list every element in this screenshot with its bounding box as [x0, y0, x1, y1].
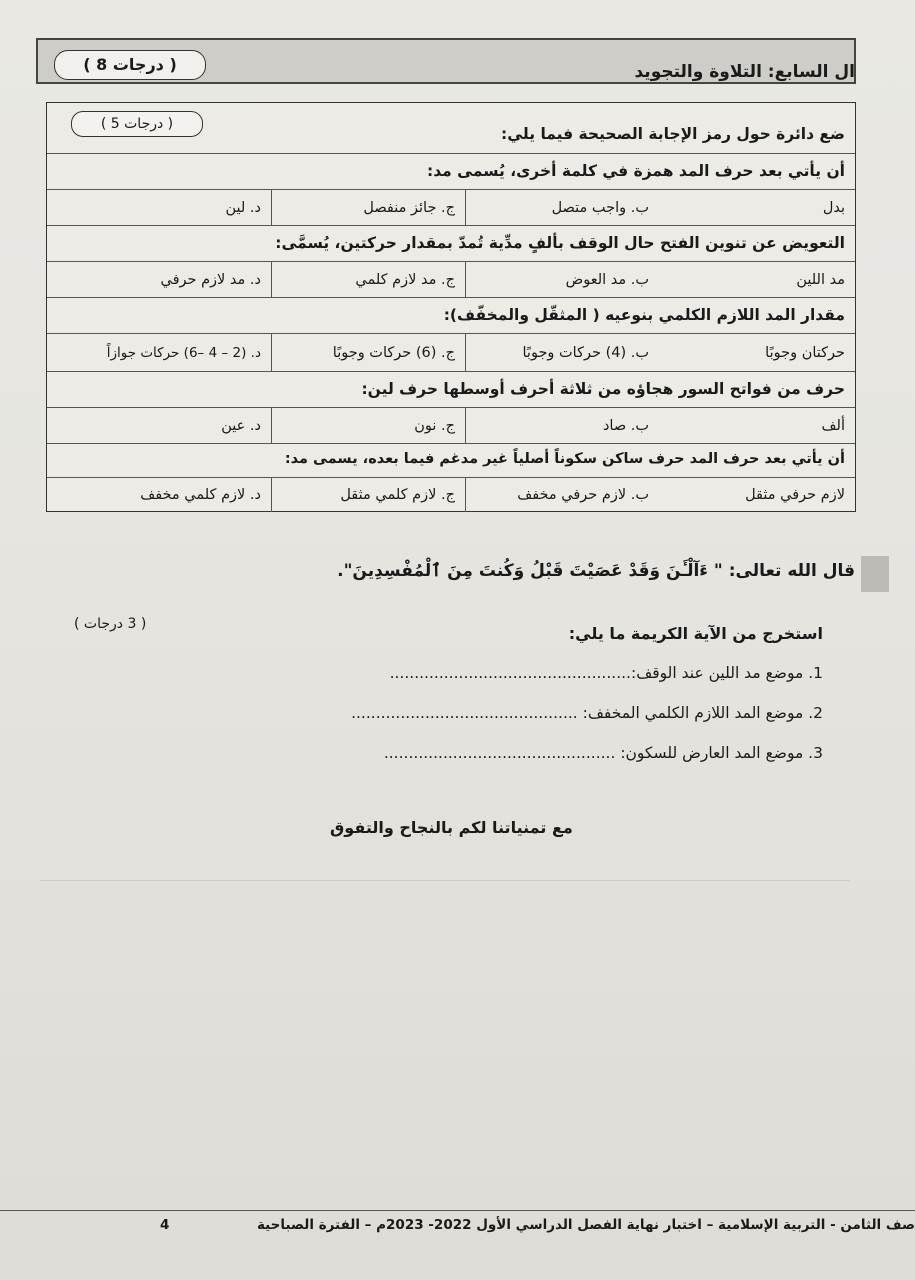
question-stem-2: التعويض عن تنوين الفتح حال الوقف بألفٍ مدِّية تُمدّ بمقدار حركتين، يُسمَّى:	[275, 234, 845, 252]
extract-item-1[interactable]: 1. موضع مد اللين عند الوقف:.................................................	[389, 664, 823, 682]
option-b[interactable]: ب. مد العوض	[465, 262, 659, 298]
extract-item-3[interactable]: 3. موضع المد العارض للسكون: ...............................................	[383, 744, 823, 762]
closing-message: مع تمنياتنا لكم بالنجاح والتفوق	[330, 818, 573, 837]
option-d[interactable]: د. (2 – 4 –6) حركات جوازاً	[106, 345, 261, 361]
footer-text: صف الثامن - التربية الإسلامية – اختبار نهاية الفصل الدراسي الأول 2022- 2023م – الفترة الصباحية	[256, 1217, 915, 1233]
option-d[interactable]: د. مد لازم حرفي	[160, 272, 261, 288]
mcq-table	[46, 102, 856, 512]
page-number: 4	[160, 1217, 170, 1233]
options-row-3	[47, 333, 855, 372]
bleed-through-line	[40, 880, 850, 881]
option-b[interactable]: ب. واجب متصل	[465, 190, 659, 226]
option-c[interactable]: ج. نون	[271, 408, 465, 444]
question-row-2	[47, 225, 855, 262]
options-row-5	[47, 477, 855, 512]
section-title: ال السابع: التلاوة والتجويد	[634, 62, 855, 82]
question-row-4	[47, 371, 855, 408]
options-row-4	[47, 407, 855, 444]
question-number-box	[861, 556, 889, 592]
question-stem-1: أن يأتي بعد حرف المد همزة في كلمة أخرى، يُسمى مد:	[427, 162, 845, 180]
options-row-1	[47, 189, 855, 226]
option-a[interactable]: لازم حرفي مثقل	[745, 487, 845, 503]
option-b[interactable]: ب. صاد	[465, 408, 659, 444]
question-stem-4: حرف من فواتح السور هجاؤه من ثلاثة أحرف أوسطها حرف لين:	[361, 380, 845, 398]
extract-title: استخرج من الآية الكريمة ما يلي:	[568, 624, 823, 643]
option-c[interactable]: ج. مد لازم كلمي	[271, 262, 465, 298]
option-c[interactable]: ج. لازم كلمي مثقل	[271, 478, 465, 512]
quran-verse: قال الله تعالى: " ءَآلْـَٔنَ وَقَدْ عَصَيْتَ قَبْلُ وَكُنتَ مِنَ ٱلْمُفْسِدِينَ".	[337, 561, 855, 581]
option-a[interactable]: بدل	[822, 200, 845, 216]
question-stem-3: مقدار المد اللازم الكلمي بنوعيه ( المثقّل والمخفّف):	[443, 306, 845, 324]
option-a[interactable]: مد اللين	[796, 272, 845, 288]
option-d[interactable]: د. عين	[221, 418, 261, 434]
extract-item-2[interactable]: 2. موضع المد اللازم الكلمي المخفف: ..............................................	[351, 704, 823, 722]
question-row-3	[47, 297, 855, 334]
option-a[interactable]: حركتان وجوبًا	[765, 345, 845, 361]
options-row-2	[47, 261, 855, 298]
option-d[interactable]: د. لين	[225, 200, 261, 216]
extract-grade: ( 3 درجات )	[74, 616, 147, 632]
option-d[interactable]: د. لازم كلمي مخفف	[140, 487, 261, 503]
option-c[interactable]: ج. جائز منفصل	[271, 190, 465, 226]
mcq-grade: ( 5 درجات )	[71, 111, 203, 137]
question-row-5	[47, 443, 855, 478]
question-stem-5: أن يأتي بعد حرف المد حرف ساكن سكوناً أصلياً غير مدغم فيما بعده، يسمى مد:	[284, 451, 845, 467]
option-b[interactable]: ب. لازم حرفي مخفف	[465, 478, 659, 512]
option-a[interactable]: ألف	[821, 418, 845, 434]
page-footer	[0, 1210, 915, 1241]
question-row-1	[47, 153, 855, 190]
option-c[interactable]: ج. (6) حركات وجوبًا	[271, 334, 465, 372]
option-b[interactable]: ب. (4) حركات وجوبًا	[465, 334, 659, 372]
mcq-instruction: ضع دائرة حول رمز الإجابة الصحيحة فيما يلي:	[501, 125, 845, 143]
section-grade: ( 8 درجات )	[54, 50, 206, 80]
